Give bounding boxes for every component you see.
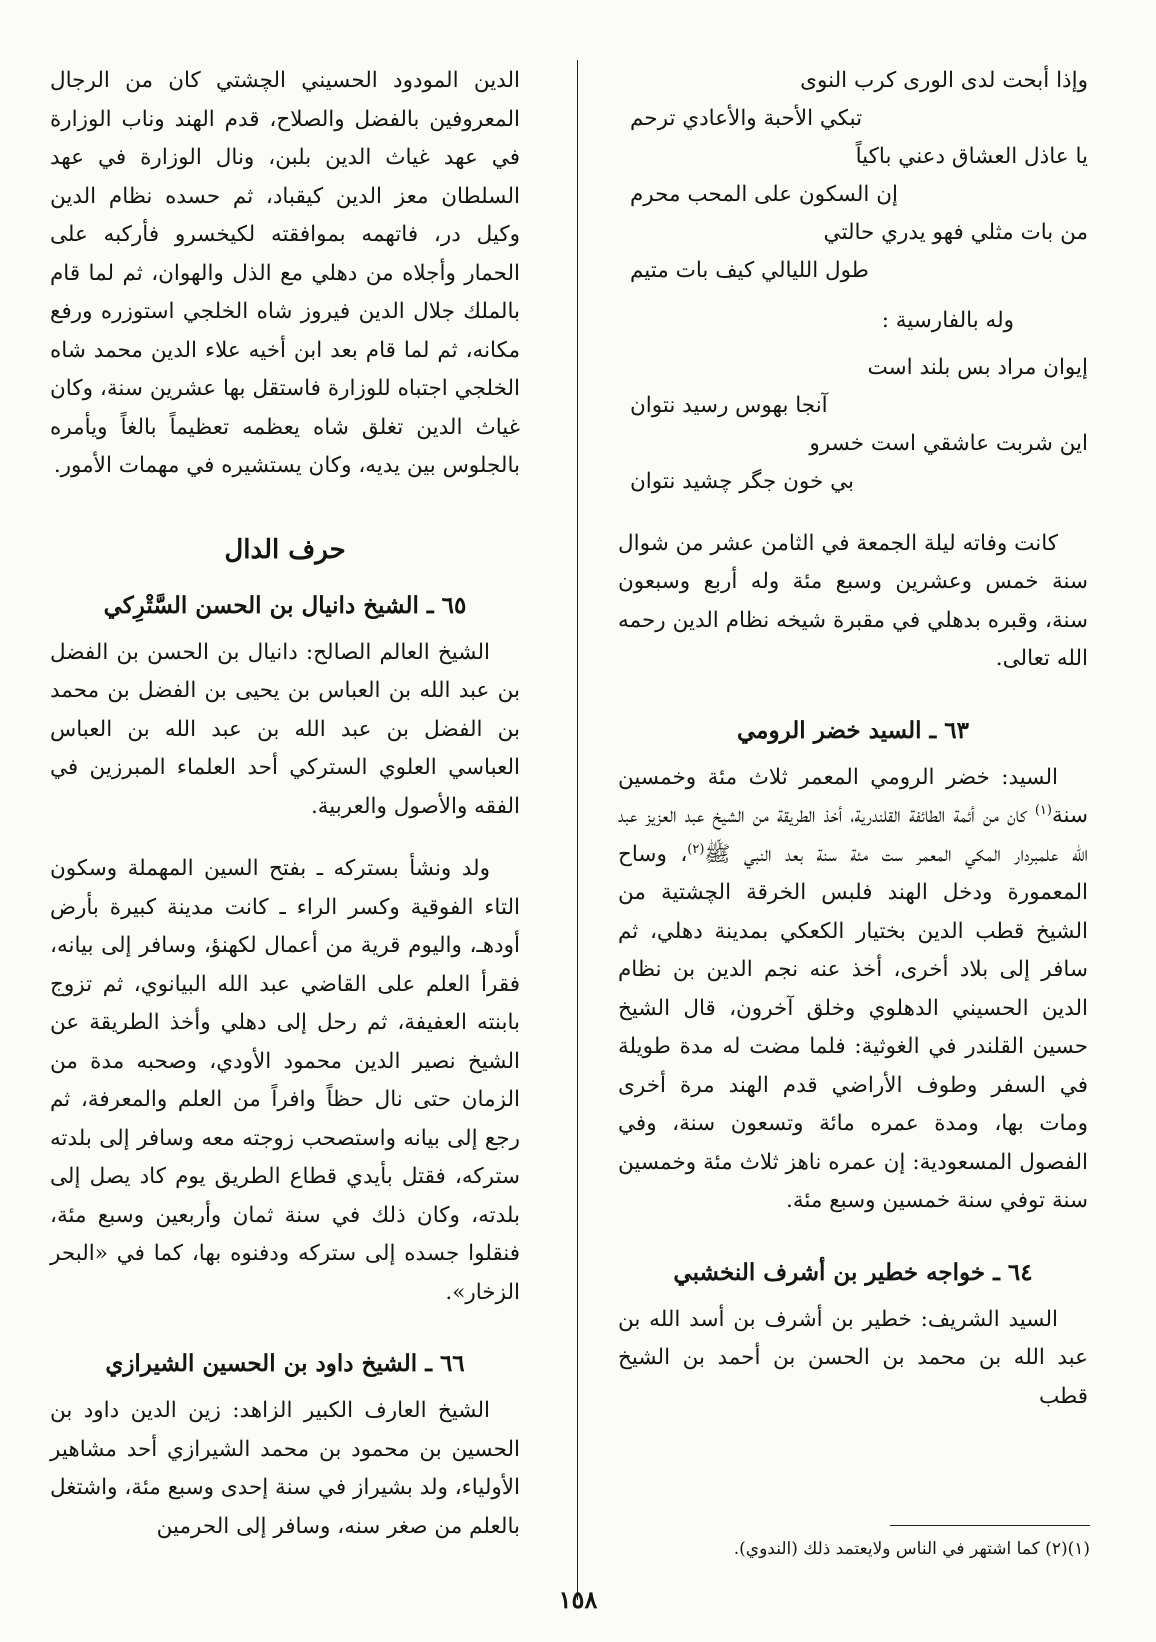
right-column: [618, 62, 1088, 1416]
entry-heading-66: ٦٦ ـ الشيخ داود بن الحسين الشيرازي: [105, 1350, 465, 1377]
entry-heading-65: ٦٥ ـ الشيخ دانيال بن الحسن السَّتْرِكي: [103, 591, 467, 619]
continuation-paragraph: الدين المودود الحسيني الچشتي كان من الرجال المعروفين بالفضل والصلاح، قدم الهند وناب الوزارة في عهد غياث الدين بلبن، ونال الوزارة في عهد السلطان معز الدين كيقباد، ثم حسده نظام الدين وكيل در، فاتهمه بموافقته لكيخسرو فأركبه على الحمار وأجلاه من دهلي مع الذل والهوان، ثم لما قام بالملك جلال الدين فيروز شاه الخلجي استوزره ورفع مكانه، ثم لما قام بعد ابن أخيه علاء الدين محمد شاه الخلجي اجتباه للوزارة فاستقل بها عشرين سنة، وكان غياث الدين تغلق شاه يعظمه تعظيماً بالغاً ويأمره بالجلوس بين يديه، وكان يستشيره في مهمات الأمور.: [50, 68, 520, 478]
entry-65-para2: ولد ونشأ بستركه ـ بفتح السين المهملة وسكون التاء الفوقية وكسر الراء ـ كانت مدينة كبيرة بأرض أودهـ، واليوم قرية من أعمال لكهنؤ، وسافر إلى بيانه، فقرأ العلم على القاضي عبد الله البيانوي، ثم تزوج بابنته العفيفة، ثم رحل إلى دهلي وأخذ الطريقة عن الشيخ نصير الدين محمود الأودي، وصحبه مدة من الزمان حتى نال حظاً وافراً من العلم والمعرفة، ثم رجع إلى بيانه واستصحب زوجته معه وسافر إلى بلدته ستركه، فقتل بأيدي قطاع الطريق يوم كاد يصل إلى بلدته، وكان ذلك في سنة ثمان وأربعين وسبع مئة، فنقلوا جسده إلى ستركه ودفنوه بها، كما في «البحر الزخار».: [50, 856, 520, 1305]
verse-line: بي خون جگر چشيد نتوان: [630, 468, 855, 494]
footnote-divider: [890, 1525, 1090, 1526]
verse-line: اين شربت عاشقي است خسرو: [809, 430, 1088, 456]
verse-line: آنجا بهوس رسيد نتوان: [630, 392, 828, 418]
page-number: ١٥٨: [558, 1585, 598, 1614]
verse-line: من بات مثلي فهو يدري حالتي: [823, 220, 1088, 245]
entry-heading-63: ٦٣ ـ السيد خضر الرومي: [737, 716, 969, 744]
verse-line: طول الليالي كيف بات متيم: [630, 258, 869, 283]
verse-line: إن السكون على المحب محرم: [630, 182, 898, 207]
footnote-ref-1: (١): [1034, 802, 1052, 818]
entry-63-text-part2: كان من أئمة الطائفة القلندرية، أخذ الطريقة من الشيخ عبد العزيز عبد الله علمبردار المكي المعمر ست مئة سنة بعد النبي ﷺ: [618, 803, 1088, 867]
entry-64-text: السيد الشريف: خطير بن أشرف بن أسد الله بن عبد الله بن محمد بن الحسن بن أحمد بن الشيخ قطب: [618, 1306, 1088, 1409]
verse-line: يا عاذل العشاق دعني باكياً: [855, 144, 1088, 169]
footnote-ref-2: (٢): [687, 841, 705, 857]
entry-heading-64: ٦٤ ـ خواجه خطير بن أشرف النخشبي: [673, 1258, 1033, 1286]
left-column: [50, 62, 520, 1546]
persian-label: وله بالفارسية :: [881, 308, 1014, 333]
verse-line: تبكي الأحبة والأعادي ترحم: [630, 106, 863, 131]
entry-65-para1: الشيخ العالم الصالح: دانيال بن الحسن بن الفضل بن عبد الله بن العباس بن يحيى بن الفضل بن محمد بن الفضل بن عبد الله بن عبد الله بن العباس العباسي العلوي الستركي أحد العلماء المبرزين في الفقه والأصول والعربية.: [50, 639, 520, 819]
poem: [618, 62, 1088, 290]
entry-63-text-part1: السيد: خضر الرومي المعمر ثلاث مئة وخمسين سنة: [618, 764, 1088, 828]
footnote: (١)(٢) كما اشتهر في الناس ولايعتمد ذلك (الندوي).: [733, 1539, 1090, 1559]
entry-63-text-part3: ، وساح المعمورة ودخل الهند فلبس الخرقة الچشتية من الشيخ قطب الدين بختيار الكعكي بمدينة دهلي، ثم سافر إلى بلاد أخرى، أخذ عنه نجم الدين بن نظام الدين الحسيني الدهلوي وخلق آخرون، قال الشيخ حسين القلندر في الغوثية: فلما مضت له مدة طويلة في السفر وطوف الأراضي قدم الهند مرة أخرى ومات بها، ومدة عمره مائة وتسعون سنة، وفي الفصول المسعودية: إن عمره ناهز ثلاث مئة وخمسين سنة توفي سنة خمسين وسبع مئة.: [618, 841, 1088, 1213]
verse-line: إيوان مراد بس بلند است: [867, 354, 1088, 380]
death-paragraph: كانت وفاته ليلة الجمعة في الثامن عشر من شوال سنة خمس وعشرين وسبع مئة وله أربع وسبعون سنة، وقبره بدهلي في مقبرة شيخه نظام الدين رحمه الله تعالى.: [618, 530, 1088, 671]
persian-poem: [618, 349, 1088, 501]
entry-66-text: الشيخ العارف الكبير الزاهد: زين الدين داود بن الحسين بن محمود بن محمد الشيرازي أحد مشاهير الأولياء، ولد بشيراز في سنة إحدى وسبع مئة، واشتغل بالعلم من صغر سنه، وسافر إلى الحرمين: [50, 1398, 520, 1539]
entry-63-text: [618, 759, 1088, 1221]
column-divider: [577, 60, 578, 1600]
verse-line: وإذا أبحت لدى الورى كرب النوى: [800, 68, 1088, 93]
letter-heading: حرف الدال: [224, 534, 346, 565]
